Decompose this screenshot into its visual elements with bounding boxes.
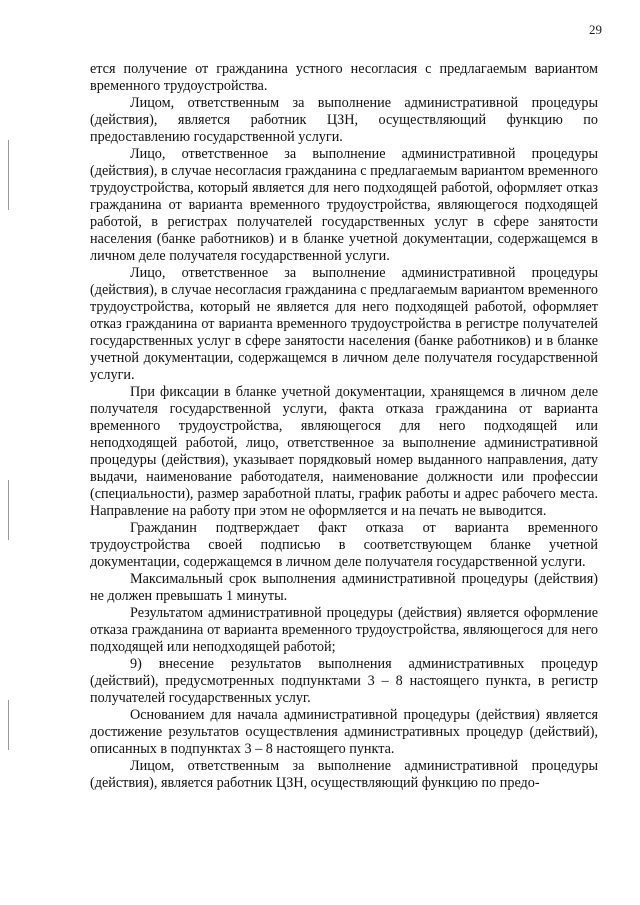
paragraph: Гражданин подтверждает факт отказа от варианта временного трудоустройства своей подписью в соответствующем бланке учетной документации, содержащемся в личном деле получателя государственной услуги.	[90, 520, 598, 570]
paragraph: Лицо, ответственное за выполнение административной процедуры (действия), в случае несогласия гражданина с предлагаемым вариантом временного трудоустройства, который не является для него подходящей работой, оформляет отказ гражданина от варианта временного трудоустройства в регистре получателей государственных услуг в сфере занятости населения (банке работников) и в бланке учетной документации, содержащемся в личном деле получателя государственной услуги.	[90, 265, 598, 383]
paragraph: Лицо, ответственное за выполнение административной процедуры (действия), в случае несогласия гражданина с предлагаемым вариантом временного трудоустройства, который является для него подходящей работой, оформляет отказ гражданина от варианта временного трудоустройства, являющегося подходящей работой, в регистрах получателей государственных услуг в сфере занятости населения (банке работников) и в бланке учетной документации, содержащемся в личном деле получателя государственной услуги.	[90, 146, 598, 264]
paragraph: Максимальный срок выполнения административной процедуры (действия) не должен превышать 1 минуты.	[90, 571, 598, 604]
paragraph: При фиксации в бланке учетной документации, хранящемся в личном деле получателя государственной услуги, факта отказа гражданина от варианта временного трудоустройства, являющегося для него подходящей или неподходящей работой, лицо, ответственное за выполнение административной процедуры (действия), указывает порядковый номер выданного направления, дату выдачи, наименование работодателя, наименование должности или профессии (специальности), размер заработной платы, график работы и адрес рабочего места. Направление на работу при этом не оформляется и на печать не выводится.	[90, 384, 598, 519]
paragraph: Лицом, ответственным за выполнение административной процедуры (действия), является работник ЦЗН, осуществляющий функцию по предо-	[90, 758, 598, 791]
scan-edge-line	[8, 140, 9, 210]
paragraph: Основанием для начала административной процедуры (действия) является достижение результатов осуществления административных процедур (действий), описанных в подпунктах 3 – 8 настоящего пункта.	[90, 707, 598, 757]
paragraph: 9) внесение результатов выполнения административных процедур (действий), предусмотренных подпунктами 3 – 8 настоящего пункта, в регистр получателей государственных услуг.	[90, 656, 598, 706]
paragraph: ется получение от гражданина устного несогласия с предлагаемым вариантом временного трудоустройства.	[90, 61, 598, 94]
page-number: 29	[589, 22, 602, 37]
scan-edge-line	[8, 480, 9, 540]
paragraph: Результатом административной процедуры (действия) является оформление отказа гражданина от варианта временного трудоустройства, являющегося для него подходящей или неподходящей работой;	[90, 605, 598, 655]
scan-edge-line	[8, 700, 9, 750]
paragraph: Лицом, ответственным за выполнение административной процедуры (действия), является работник ЦЗН, осуществляющий функцию по предоставлению государственной услуги.	[90, 95, 598, 145]
document-body	[90, 61, 598, 792]
